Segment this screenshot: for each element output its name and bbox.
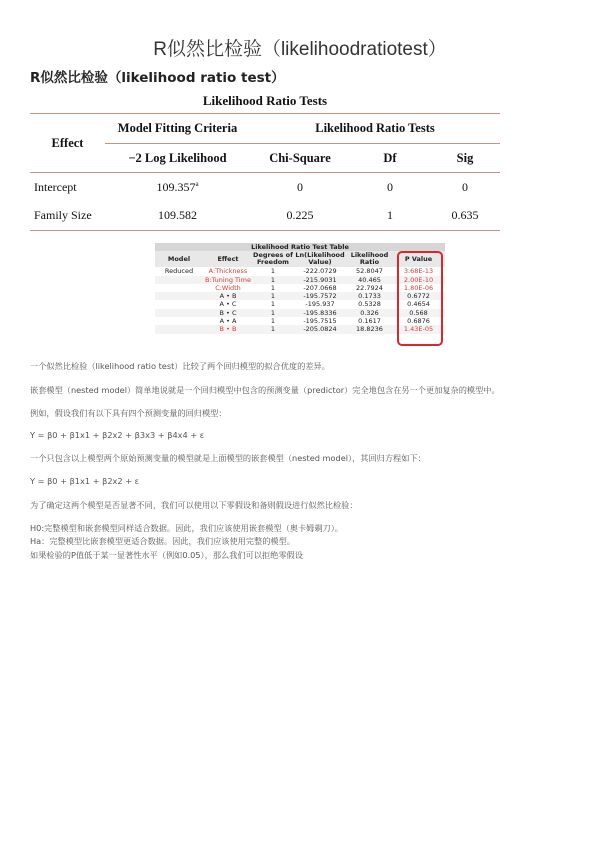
paragraph-nested-desc: 一个只包含以上模型两个原始预测变量的模型就是上面模型的嵌套模型（nested model），其回归方程如下： — [30, 453, 426, 463]
small-cell-model — [155, 292, 203, 300]
small-cell-dof: 1 — [270, 267, 276, 276]
small-cell-model — [155, 284, 203, 292]
small-cell-ln: -195.937 — [305, 300, 335, 309]
small-cell-effect: A • B — [219, 292, 237, 301]
small-cell-ln: -195.7572 — [303, 292, 337, 301]
small-cell-dof: 1 — [270, 292, 276, 301]
paragraph-intro: 一个似然比检验（likelihood ratio test）比较了两个回归模型的拟合优度的差异。 — [30, 361, 330, 371]
small-cell-dof: 1 — [270, 317, 276, 326]
small-cell-ln: -207.0668 — [303, 283, 337, 292]
paragraph-conclusion: 如果检验的P值低于某一显著性水平（例如0.05），那么我们可以拒绝零假设 — [30, 550, 303, 560]
lrt-group-header: Likelihood Ratio Tests — [250, 114, 500, 144]
small-cell-effect: C:Width — [215, 283, 241, 292]
small-cell-ln: -205.0824 — [303, 325, 337, 334]
small-cell-p: 0.568 — [409, 308, 428, 317]
row-chisq: 0.225 — [286, 208, 314, 223]
paragraph-hypotheses-intro: 为了确定这两个模型是否显著不同，我们可以使用以下零假设和备则假设进行似然比检验： — [30, 500, 358, 510]
lrt-table-title: Likelihood Ratio Tests — [202, 93, 328, 108]
col-sig-header: Sig — [456, 150, 474, 165]
small-col-model: Model — [155, 251, 203, 267]
small-col-p: P Value — [392, 251, 445, 267]
small-col-effect: Effect — [203, 251, 253, 267]
small-cell-ratio: 18.8236 — [356, 325, 383, 334]
small-cell-ratio: 22.7924 — [356, 283, 383, 292]
col-effect-header: Effect — [30, 114, 105, 173]
small-cell-dof: 1 — [270, 283, 276, 292]
model-fitting-criteria-header: Model Fitting Criteria — [105, 114, 250, 144]
row-chisq: 0 — [297, 179, 303, 194]
small-cell-p: 1.43E-05 — [403, 325, 434, 334]
small-cell-dof: 1 — [270, 300, 276, 309]
col-df-header: Df — [383, 150, 397, 165]
p-value-highlight-box — [397, 251, 443, 346]
paragraph-h0: H0:完整模型和嵌套模型同样适合数据。因此，我们应该使用嵌套模型（奥卡姆剃刀）。 — [30, 523, 343, 533]
row-df: 0 — [387, 179, 393, 194]
paragraph-example: 例如，假设我们有以下具有四个预测变量的回归模型： — [30, 408, 227, 418]
likelihood-ratio-test-table-image — [155, 243, 445, 347]
small-cell-model — [155, 325, 203, 333]
paragraph-nested-model: 嵌套模型（nested model）简单地说就是一个回归模型中包含的预测变量（predictor）完全地包含在另一个更加复杂的模型中。 — [30, 385, 500, 395]
small-cell-p: 0.6772 — [407, 292, 430, 301]
small-cell-ratio: 40.465 — [358, 275, 381, 284]
small-col-ln: Ln(Likelihood Value) — [293, 251, 347, 267]
small-col-dof: Degrees of Freedom — [253, 250, 293, 267]
small-cell-ratio: 0.326 — [360, 308, 379, 317]
small-cell-dof: 1 — [270, 325, 276, 334]
small-cell-ratio: 52.8047 — [356, 267, 383, 276]
row-effect: Intercept — [34, 179, 77, 194]
small-cell-ln: -222.0729 — [303, 267, 337, 276]
small-cell-ln: -195.7515 — [303, 317, 337, 326]
table-row — [30, 173, 500, 202]
row-loglik: 109.357$^a$ — [156, 179, 199, 194]
row-sig: 0.635 — [451, 208, 479, 223]
small-col-ratio: Likelihood Ratio — [347, 251, 392, 267]
small-cell-effect: B:Tuning Time — [205, 275, 251, 284]
row-effect: Family Size — [34, 208, 92, 223]
small-cell-model — [155, 317, 203, 325]
col-chisq-header: Chi-Square — [269, 150, 331, 165]
small-cell-dof: 1 — [270, 308, 276, 317]
small-cell-effect: A:Thickness — [208, 267, 248, 276]
likelihood-ratio-tests-table — [30, 93, 500, 231]
small-cell-effect: A • C — [219, 300, 237, 309]
small-cell-model — [155, 300, 203, 308]
small-cell-ratio: 0.5328 — [358, 300, 381, 309]
small-cell-p: 2.00E-10 — [403, 275, 434, 284]
small-cell-p: 3.68E-13 — [403, 267, 434, 276]
small-cell-effect: B • B — [219, 325, 237, 334]
small-cell-model — [155, 309, 203, 317]
row-df: 1 — [387, 208, 393, 223]
table-row — [30, 202, 500, 231]
col-loglik-header: −2 Log Likelihood — [128, 150, 227, 165]
small-cell-p: 1.80E-06 — [403, 283, 434, 292]
footnote-marker: a — [195, 179, 199, 188]
small-table-caption: Likelihood Ratio Test Table — [155, 243, 445, 251]
small-cell-p: 0.6876 — [407, 317, 430, 326]
section-title: R似然比检验（likelihood ratio test） — [30, 70, 285, 86]
small-cell-model — [155, 276, 203, 284]
small-cell-effect: A • A — [219, 317, 237, 326]
small-cell-ratio: 0.1733 — [358, 292, 381, 301]
paragraph-ha: Ha：完整模型比嵌套模型更适合数据。因此，我们应该使用完整的模型。 — [30, 536, 295, 546]
small-cell-ln: -215.9031 — [303, 275, 337, 284]
row-loglik: 109.582 — [158, 208, 197, 223]
small-cell-dof: 1 — [270, 275, 276, 284]
small-cell-ratio: 0.1617 — [358, 317, 381, 326]
equation-nested-model: Y = β0 + β1x1 + β2x2 + ε — [30, 476, 140, 486]
small-cell-p: 0.4654 — [407, 300, 430, 309]
row-sig: 0 — [462, 179, 468, 194]
small-cell-model: Reduced — [164, 267, 194, 276]
page-title: R似然比检验（likelihoodratiotest） — [153, 39, 447, 60]
small-cell-effect: B • C — [219, 308, 237, 317]
equation-full-model: Y = β0 + β1x1 + β2x2 + β3x3 + β4x4 + ε — [30, 430, 205, 440]
small-cell-ln: -195.8336 — [303, 308, 337, 317]
